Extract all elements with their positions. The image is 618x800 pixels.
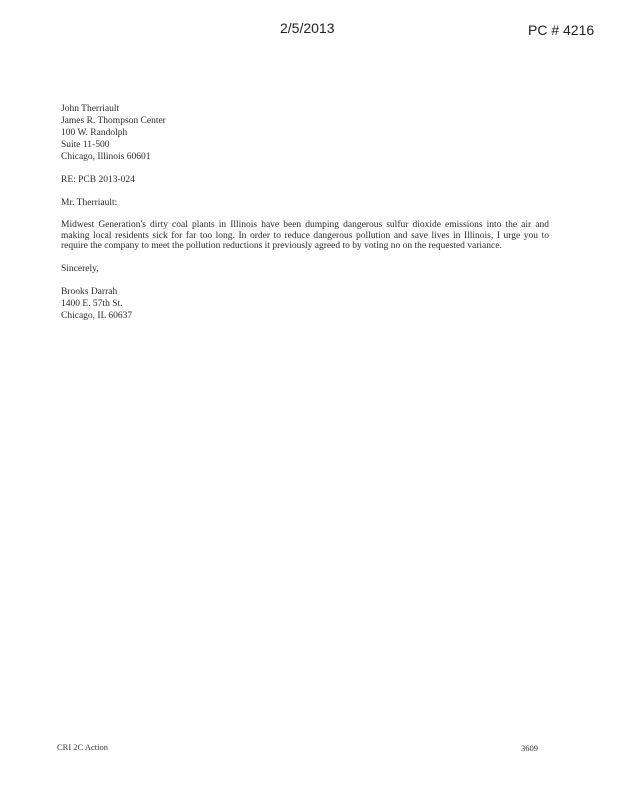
sender-street: 1400 E. 57th St.: [61, 298, 123, 309]
salutation: Mr. Therriault:: [61, 198, 118, 208]
sender-name: Brooks Darrah: [61, 286, 118, 297]
sender-address: [61, 286, 549, 322]
closing: Sincerely,: [61, 263, 99, 274]
header-date: 2/5/2013: [280, 20, 335, 36]
footer-campaign: CRI 2C Action: [57, 742, 109, 752]
header-pc-number: PC # 4216: [528, 22, 595, 38]
recipient-organization: James R. Thompson Center: [61, 116, 166, 126]
reference-line: RE: PCB 2013-024: [61, 175, 135, 185]
recipient-suite: Suite 11-500: [61, 140, 110, 150]
body-paragraph: Midwest Generation's dirty coal plants in Illinois have been dumping dangerous sulfur dioxide emissions into the air and making local residents sick for far too long. In order to reduce dangerous pollution and save lives in Illinois, I urge you to require the company to meet the pollution reductions it previously agreed to by voting no on the requested variance.: [61, 220, 549, 251]
sender-city: Chicago, IL 60637: [61, 310, 133, 321]
recipient-name: John Therriault: [61, 104, 120, 114]
footer-page-number: 3609: [521, 743, 538, 753]
recipient-city: Chicago, Illinois 60601: [61, 152, 151, 162]
recipient-street: 100 W. Randolph: [61, 128, 128, 138]
letter-body: [61, 103, 549, 322]
recipient-address: [61, 103, 549, 163]
